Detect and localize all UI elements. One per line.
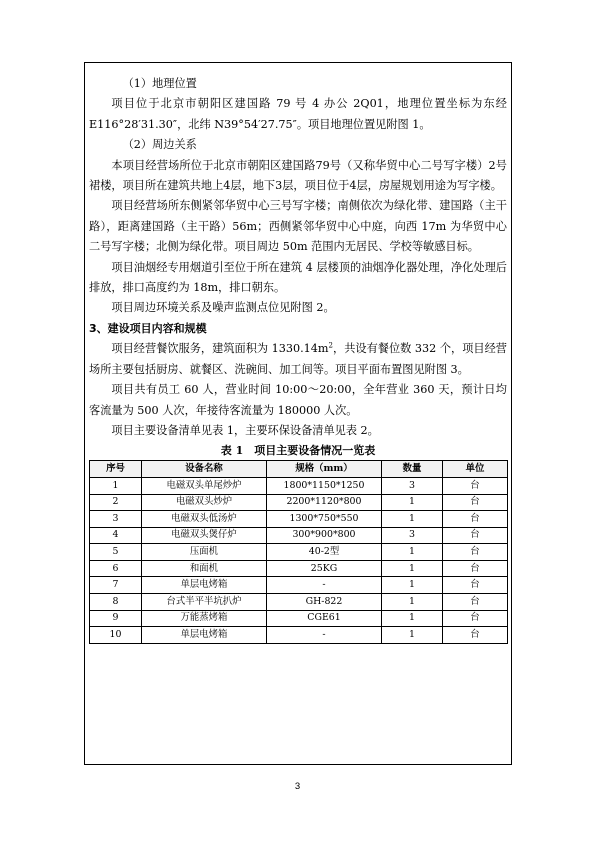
cell-unit: 台 (443, 527, 508, 544)
cell-spec: 25KG (267, 560, 382, 577)
table-header-row (90, 461, 508, 478)
scale-paragraph-1 (89, 339, 507, 380)
cell-spec: 2200*1120*800 (267, 494, 382, 511)
cell-index: 6 (90, 560, 142, 577)
header-unit: 单位 (443, 461, 508, 478)
cell-spec: - (267, 577, 382, 594)
cell-quantity: 1 (382, 544, 443, 561)
cell-equipment-name: 和面机 (142, 560, 267, 577)
cell-unit: 台 (443, 477, 508, 494)
cell-index: 3 (90, 511, 142, 528)
surroundings-paragraph-4: 项目周边环境关系及噪声监测点位见附图 2。 (111, 301, 335, 315)
cell-unit: 台 (443, 511, 508, 528)
cell-spec: 1800*1150*1250 (267, 477, 382, 494)
cell-equipment-name: 电磁双头单尾炒炉 (142, 477, 267, 494)
cell-equipment-name: 电磁双头炒炉 (142, 494, 267, 511)
section-surroundings-title: （2）周边关系 (122, 138, 197, 152)
table-row (90, 477, 508, 494)
cell-spec: 1300*750*550 (267, 511, 382, 528)
cell-spec: 300*900*800 (267, 527, 382, 544)
surroundings-paragraph-1: 本项目经营场所位于北京市朝阳区建国路79号（又称华贸中心二号写字楼）2号裙楼，项目所在建筑共地上4层，地下3层，项目位于4层，房屋规划用途为写字楼。 (89, 158, 507, 193)
header-equipment-name: 设备名称 (142, 461, 267, 478)
table-row (90, 544, 508, 561)
table-title: 表 1 项目主要设备情况一览表 (220, 444, 376, 458)
cell-spec: GH-822 (267, 594, 382, 611)
cell-quantity: 1 (382, 594, 443, 611)
cell-index: 7 (90, 577, 142, 594)
table-row (90, 594, 508, 611)
cell-index: 2 (90, 494, 142, 511)
scale-text-a: 项目经营餐饮服务，建筑面积为 1330.14m (111, 342, 329, 356)
cell-equipment-name: 单层电烤箱 (142, 577, 267, 594)
table-row (90, 610, 508, 627)
cell-unit: 台 (443, 560, 508, 577)
cell-unit: 台 (443, 627, 508, 644)
header-index: 序号 (90, 461, 142, 478)
header-spec: 规格（mm） (267, 461, 382, 478)
cell-index: 1 (90, 477, 142, 494)
surroundings-paragraph-3: 项目油烟经专用烟道引至位于所在建筑 4 层楼顶的油烟净化器处理，净化处理后排放，排口高度约为 18m，排口朝东。 (89, 260, 507, 295)
section-3-heading: 3、建设项目内容和规模 (89, 321, 207, 335)
table-row (90, 560, 508, 577)
table-row (90, 577, 508, 594)
cell-spec: CGE61 (267, 610, 382, 627)
cell-index: 8 (90, 594, 142, 611)
cell-unit: 台 (443, 577, 508, 594)
cell-spec: 40-2型 (267, 544, 382, 561)
cell-quantity: 1 (382, 511, 443, 528)
table-row (90, 527, 508, 544)
scale-text-b: ，共设有餐位数 332 个，项目经营场所主要包括厨房、就餐区、洗碗间、加工间等。项目平面布置图见附图 3。 (89, 342, 507, 376)
header-quantity: 数量 (382, 461, 443, 478)
cell-equipment-name: 台式半平半坑扒炉 (142, 594, 267, 611)
section-geo-title: （1）地理位置 (122, 77, 197, 90)
cell-index: 10 (90, 627, 142, 644)
cell-equipment-name: 万能蒸烤箱 (142, 610, 267, 627)
section-geo-text: 项目位于北京市朝阳区建国路 79 号 4 办公 2Q01，地理位置坐标为东经E116°28′31.30″，北纬 N39°54′27.75″。项目地理位置见附图 1。 (89, 97, 507, 131)
cell-quantity: 1 (382, 610, 443, 627)
cell-index: 5 (90, 544, 142, 561)
cell-spec: - (267, 627, 382, 644)
scale-paragraph-2: 项目共有员工 60 人，营业时间 10:00～20:00，全年营业 360 天，预计日均客流量为 500 人次，年接待客流量为 180000 人次。 (89, 383, 507, 417)
cell-unit: 台 (443, 610, 508, 627)
table-row (90, 627, 508, 644)
cell-equipment-name: 压面机 (142, 544, 267, 561)
cell-unit: 台 (443, 544, 508, 561)
page-content (89, 74, 507, 644)
cell-equipment-name: 电磁双头低汤炉 (142, 511, 267, 528)
cell-quantity: 1 (382, 577, 443, 594)
cell-unit: 台 (443, 594, 508, 611)
cell-index: 4 (90, 527, 142, 544)
cell-quantity: 1 (382, 627, 443, 644)
page-number: 3 (294, 781, 301, 792)
cell-unit: 台 (443, 494, 508, 511)
cell-quantity: 1 (382, 494, 443, 511)
cell-quantity: 3 (382, 527, 443, 544)
surroundings-paragraph-2: 项目经营场所东侧紧邻华贸中心三号写字楼；南侧依次为绿化带、建国路（主干路），距离建国路（主干路）56m；西侧紧邻华贸中心中庭，向西 17m 为华贸中心二号写字楼；北侧为绿化带。项目周边 50m 范围内无居民、学校等敏感目标。 (89, 199, 507, 254)
scale-paragraph-3: 项目主要设备清单见表 1，主要环保设备清单见表 2。 (111, 423, 379, 437)
table-row (90, 511, 508, 528)
cell-index: 9 (90, 610, 142, 627)
cell-quantity: 1 (382, 560, 443, 577)
equipment-table (89, 460, 508, 644)
table-row (90, 494, 508, 511)
cell-equipment-name: 单层电烤箱 (142, 627, 267, 644)
area-unit-superscript: 2 (328, 341, 333, 350)
cell-equipment-name: 电磁双头煲仔炉 (142, 527, 267, 544)
cell-quantity: 3 (382, 477, 443, 494)
table-body (90, 477, 508, 643)
